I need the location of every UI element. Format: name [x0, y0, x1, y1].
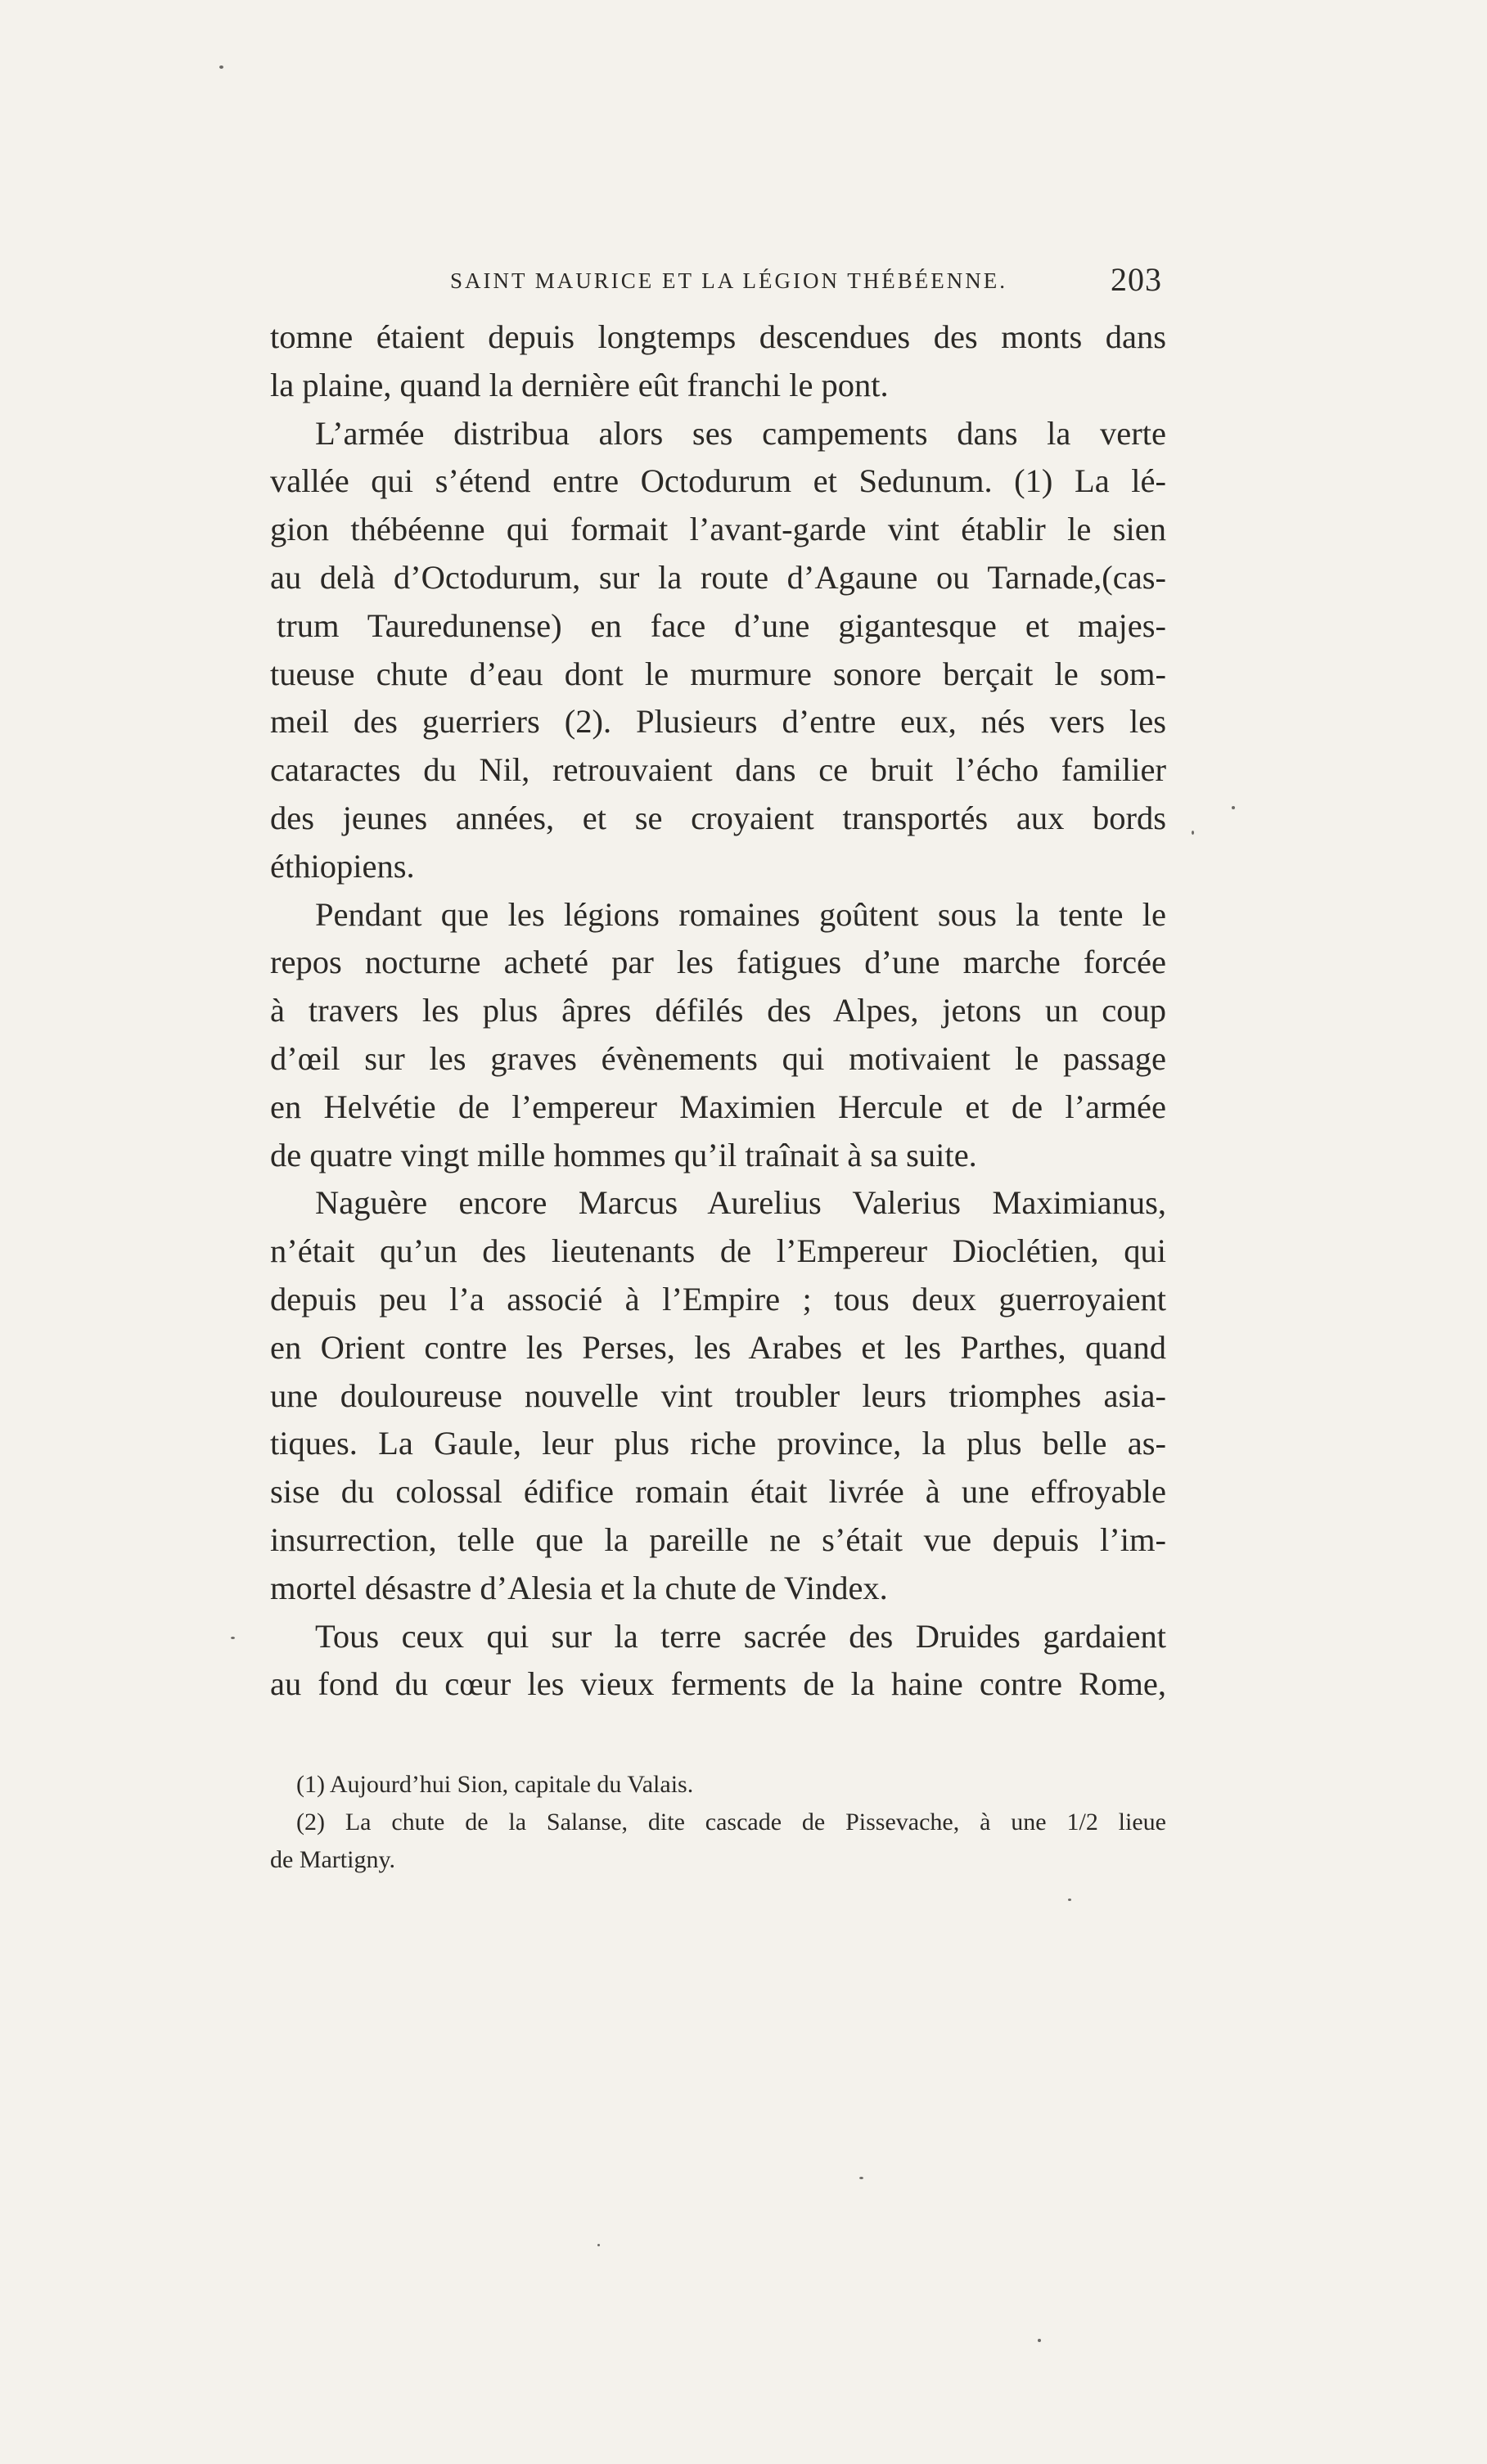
text-line: meil des guerriers (2). Plusieurs d’entre eux, nés vers les — [270, 703, 1166, 741]
paper-speck — [597, 2244, 600, 2246]
text-line: insurrection, telle que la pareille ne s’était vue depuis l’im- — [270, 1520, 1166, 1558]
footnote-1: (1) Aujourd’hui Sion, capitale du Valais. — [296, 1771, 694, 1798]
paper-speck — [231, 1637, 235, 1639]
paper-speck — [1068, 1899, 1071, 1901]
text-line: sise du colossal édifice romain était livrée à une effroyable — [270, 1473, 1166, 1511]
paragraph-start-line: Tous ceux qui sur la terre sacrée des Druides gardaient — [315, 1617, 1166, 1655]
paper-speck — [1232, 806, 1235, 809]
page-header — [450, 260, 1162, 301]
paper-speck — [1192, 831, 1194, 835]
paragraph-start-line: L’armée distribua alors ses campements dans la verte — [315, 414, 1166, 452]
running-head: SAINT MAURICE ET LA LÉGION THÉBÉENNE. — [450, 268, 1007, 293]
page-number: 203 — [1111, 261, 1162, 298]
text-line: une douloureuse nouvelle vint troubler leurs triomphes asia- — [270, 1376, 1166, 1414]
text-line: en Helvétie de l’empereur Maximien Hercule et de l’armée — [270, 1088, 1166, 1125]
text-line: mortel désastre d’Alesia et la chute de Vindex. — [270, 1569, 888, 1606]
text-line: au delà d’Octodurum, sur la route d’Agaune ou Tarnade,(cas- — [270, 558, 1166, 596]
text-line: n’était qu’un des lieutenants de l’Empereur Dioclétien, qui — [270, 1232, 1166, 1270]
text-line: vallée qui s’étend entre Octodurum et Sedunum. (1) La lé- — [270, 462, 1166, 500]
text-line: en Orient contre les Perses, les Arabes et les Parthes, quand — [270, 1328, 1166, 1366]
text-line: trum Tauredunense) en face d’une gigantesque et majes- — [277, 606, 1166, 644]
text-line: gion thébéenne qui formait l’avant-garde vint établir le sien — [270, 511, 1166, 548]
text-line: tiques. La Gaule, leur plus riche province, la plus belle as- — [270, 1425, 1166, 1462]
text-line: de quatre vingt mille hommes qu’il traînait à sa suite. — [270, 1136, 977, 1173]
paper-speck — [1038, 2339, 1041, 2342]
text-line: tomne étaient depuis longtemps descendues des monts dans — [270, 318, 1166, 355]
footnote-2-continuation: de Martigny. — [270, 1846, 396, 1873]
text-line: à travers les plus âpres défilés des Alpes, jetons un coup — [270, 992, 1166, 1029]
text-line: tueuse chute d’eau dont le murmure sonore berçait le som- — [270, 655, 1166, 692]
body-text — [270, 313, 1166, 1709]
text-line: cataractes du Nil, retrouvaient dans ce bruit l’écho familier — [270, 751, 1166, 789]
paragraph-start-line: Pendant que les légions romaines goûtent sous la tente le — [315, 895, 1166, 933]
text-line: des jeunes années, et se croyaient transportés aux bords — [270, 799, 1166, 836]
text-line: depuis peu l’a associé à l’Empire ; tous deux guerroyaient — [270, 1280, 1166, 1318]
paper-speck — [219, 65, 223, 69]
text-line: repos nocturne acheté par les fatigues d’une marche forcée — [270, 944, 1166, 981]
footnotes — [270, 1766, 1166, 1879]
text-line: d’œil sur les graves évènements qui motivaient le passage — [270, 1039, 1166, 1077]
paper-speck — [859, 2177, 863, 2179]
text-line: la plaine, quand la dernière eût franchi le pont. — [270, 366, 889, 403]
text-line: au fond du cœur les vieux ferments de la haine contre Rome, — [270, 1665, 1166, 1703]
text-line: éthiopiens. — [270, 847, 415, 885]
paragraph-start-line: Naguère encore Marcus Aurelius Valerius Maximianus, — [315, 1184, 1166, 1222]
footnote-2: (2) La chute de la Salanse, dite cascade de Pissevache, à une 1/2 lieue — [296, 1809, 1166, 1836]
